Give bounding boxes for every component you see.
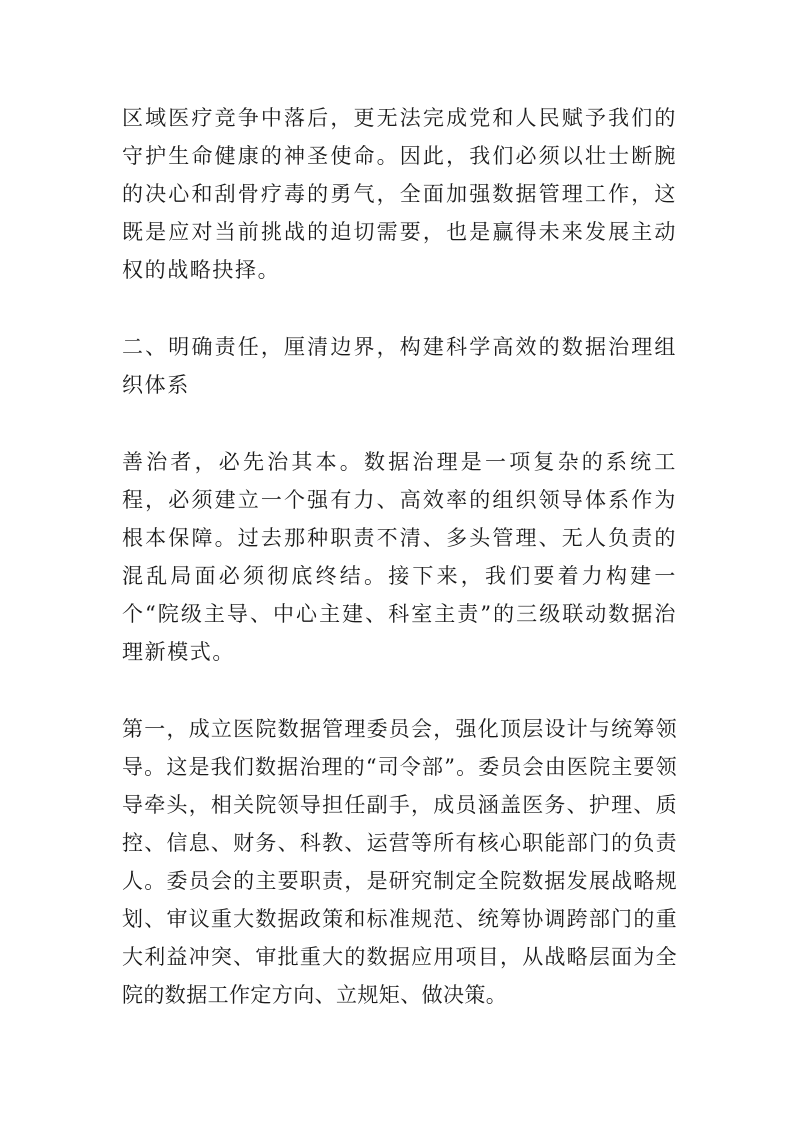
document-body	[122, 99, 677, 1053]
paragraph-committee: 第一，成立医院数据管理委员会，强化顶层设计与统筹领导。这是我们数据治理的“司令部”。委员会由医院主要领导牵头，相关院领导担任副手，成员涵盖医务、护理、质控、信息、财务、科教、运营等所有核心职能部门的负责人。委员会的主要职责，是研究制定全院数据发展战略规划、审议重大数据政策和标准规范、统筹协调跨部门的重大利益冲突、审批重大的数据应用项目，从战略层面为全院的数据工作定方向、立规矩、做决策。	[122, 717, 677, 1007]
paragraph-continuation: 区域医疗竞争中落后，更无法完成党和人民赋予我们的守护生命健康的神圣使命。因此，我们必须以壮士断腕的决心和刮骨疗毒的勇气，全面加强数据管理工作，这既是应对当前挑战的迫切需要，也是赢得未来发展主动权的战略抉择。	[122, 106, 677, 282]
paragraph-governance-intro: 善治者，必先治其本。数据治理是一项复杂的系统工程，必须建立一个强有力、高效率的组织领导体系作为根本保障。过去那种职责不清、多头管理、无人负责的混乱局面必须彻底终结。接下来，我们要着力构建一个“院级主导、中心主建、科室主责”的三级联动数据治理新模式。	[122, 450, 677, 664]
section-heading: 二、明确责任，厘清边界，构建科学高效的数据治理组织体系	[122, 335, 677, 397]
